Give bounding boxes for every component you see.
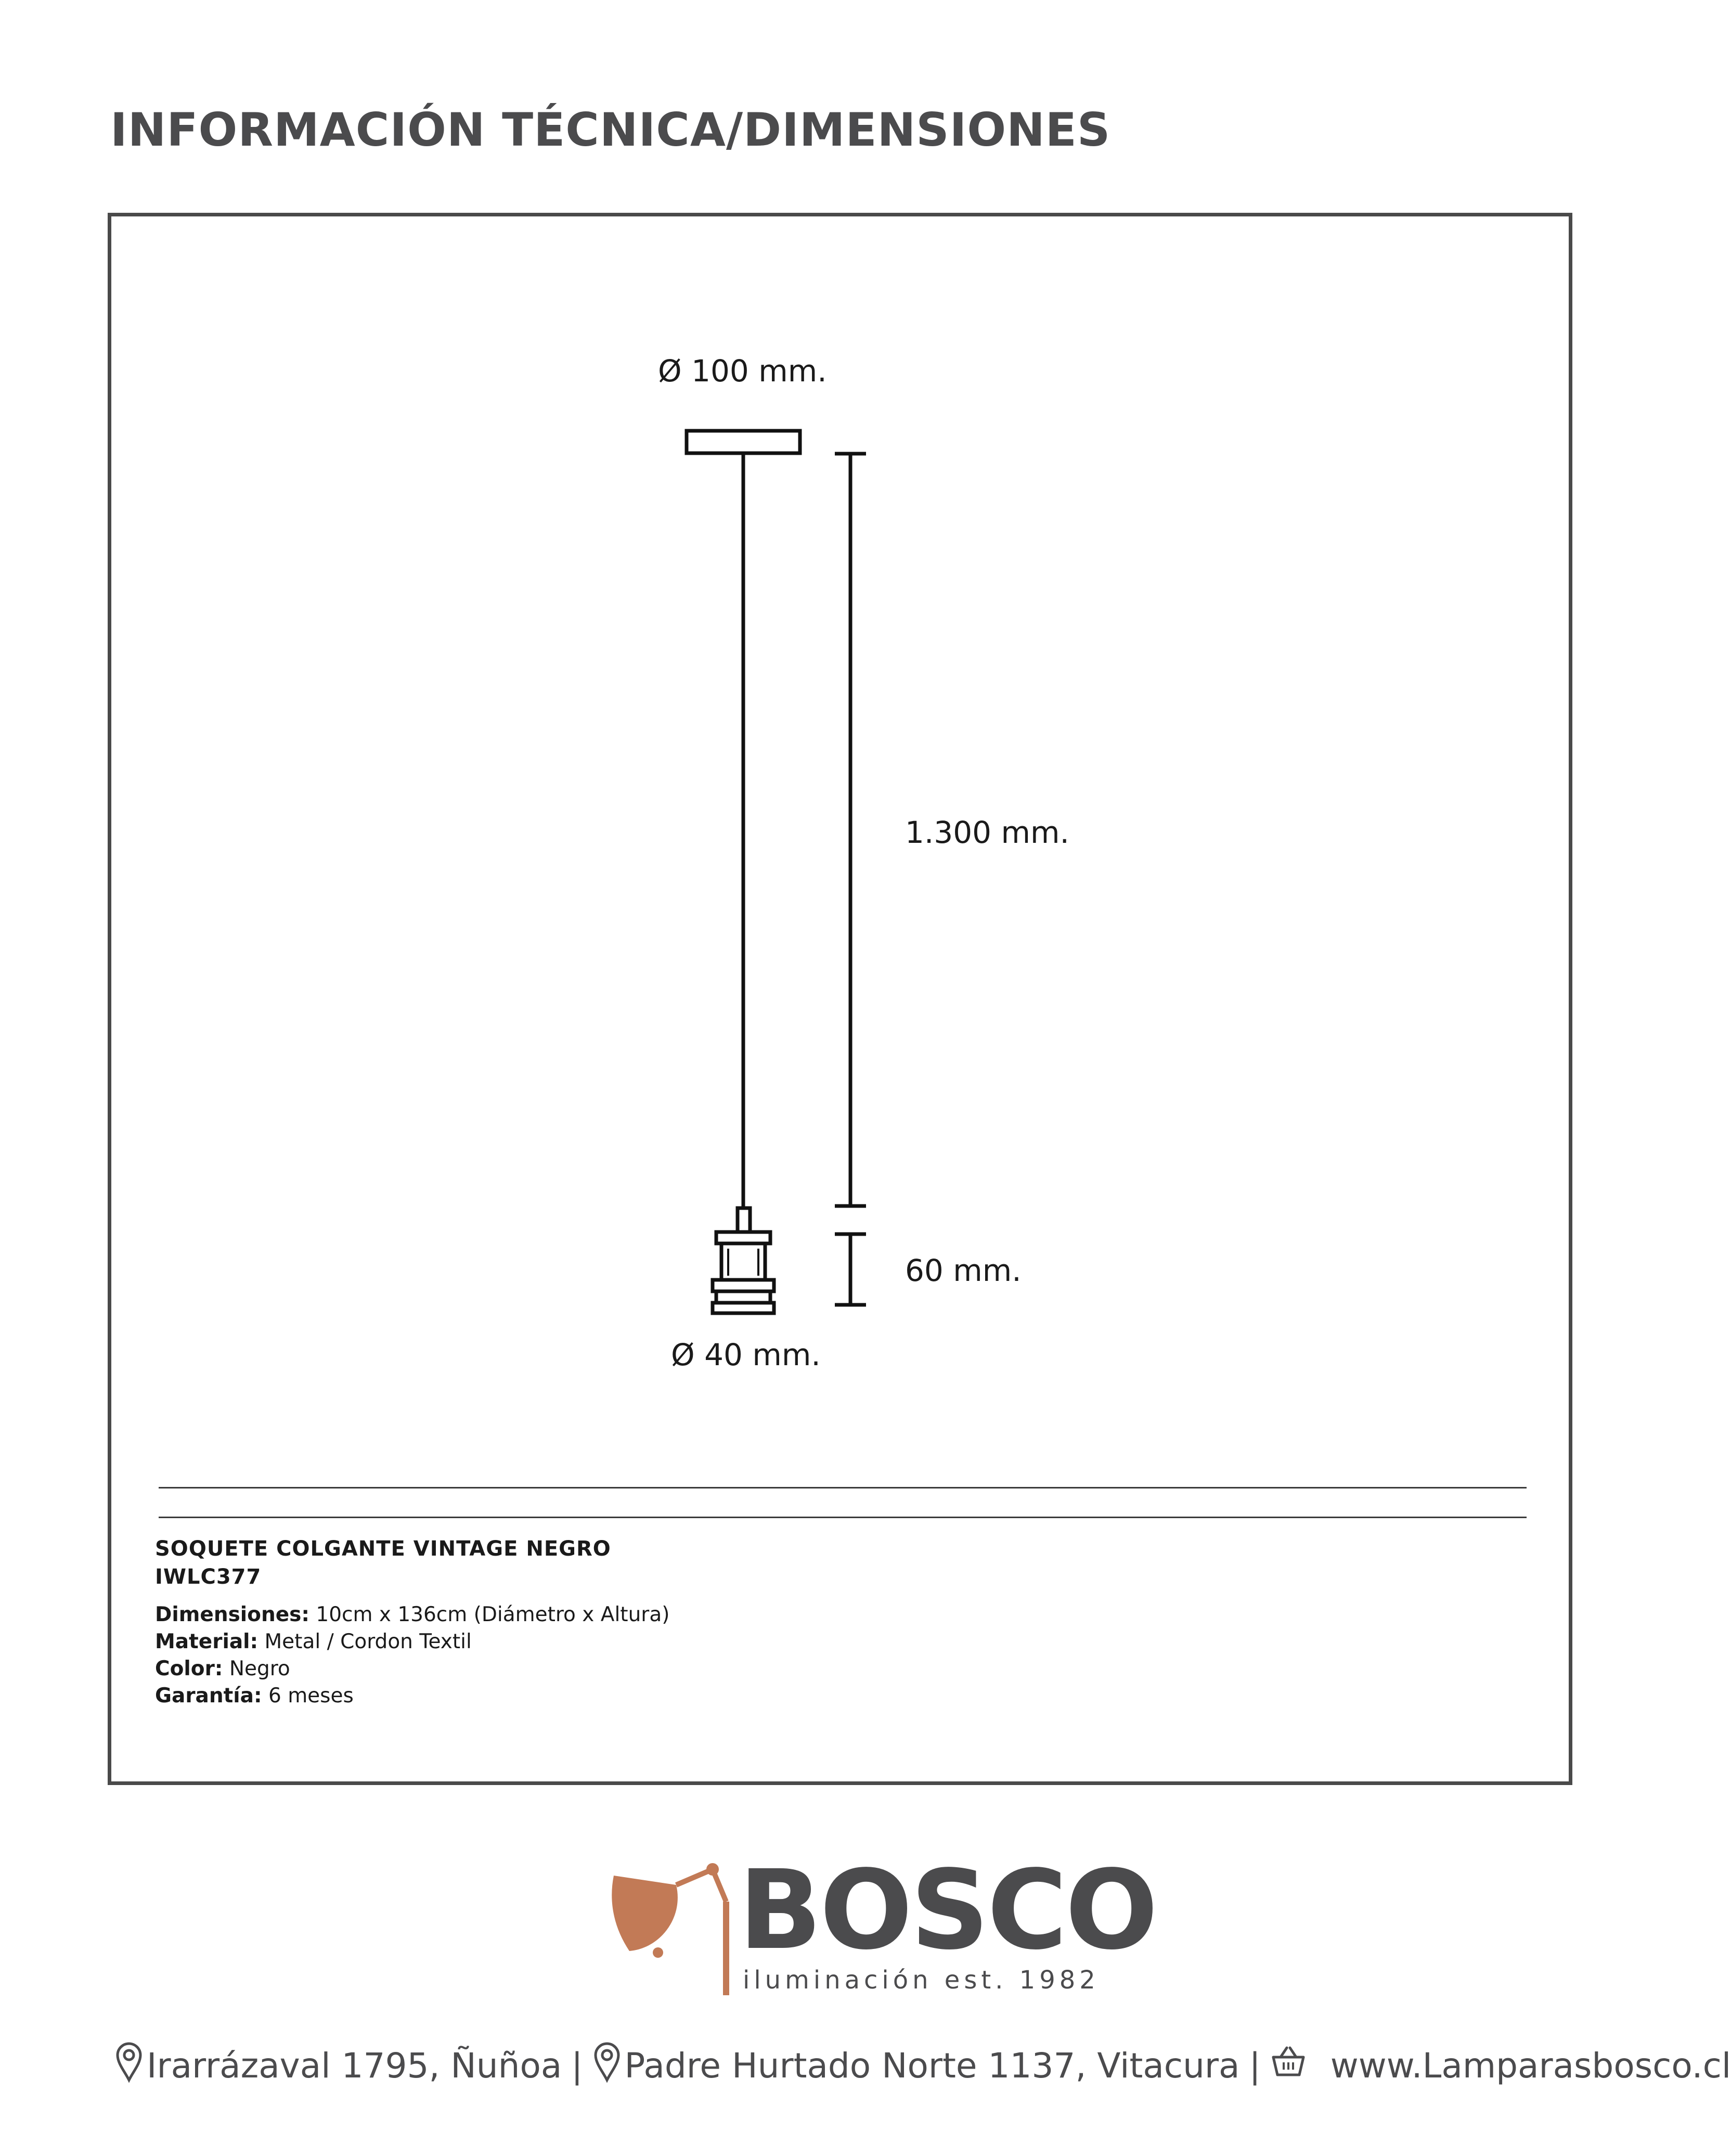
spec-row-dimensions — [155, 1601, 669, 1628]
page-title: INFORMACIÓN TÉCNICA/DIMENSIONES — [110, 103, 1111, 157]
socket-shape — [713, 1208, 774, 1313]
brand-tagline: iluminación est. 1982 — [743, 1966, 1100, 1995]
cable-length-dimension-bar — [835, 454, 866, 1206]
address-nunoa: Irarrázaval 1795, Ñuñoa — [147, 2045, 562, 2086]
shopping-basket-icon — [1270, 2045, 1307, 2086]
footer-separator: | — [1249, 2045, 1261, 2086]
brand-name: BOSCO — [739, 1846, 1156, 1974]
spec-key: Material: — [155, 1630, 259, 1653]
spec-row-color — [155, 1656, 669, 1683]
product-specs — [155, 1535, 669, 1710]
footer-contact — [114, 2039, 1731, 2091]
socket-height-label: 60 mm. — [905, 1253, 1022, 1288]
socket-height-dimension-bar — [835, 1234, 866, 1305]
address-vitacura: Padre Hurtado Norte 1137, Vitacura — [624, 2045, 1240, 2086]
product-name: SOQUETE COLGANTE VINTAGE NEGRO — [155, 1537, 611, 1561]
spec-value: 6 meses — [268, 1684, 354, 1708]
spec-key: Garantía: — [155, 1684, 262, 1708]
bosco-lamp-logo — [598, 1844, 754, 2000]
cable-length-label: 1.300 mm. — [905, 815, 1069, 850]
socket-diameter-label: Ø 40 mm. — [671, 1337, 821, 1372]
spec-value: 10cm x 136cm (Diámetro x Altura) — [316, 1603, 670, 1626]
canopy-shape — [687, 431, 800, 453]
canopy-diameter-label: Ø 100 mm. — [658, 353, 827, 389]
spec-value: Negro — [229, 1657, 290, 1680]
divider-bottom — [159, 1517, 1527, 1518]
website-link[interactable]: www.Lamparasbosco.cl — [1330, 2045, 1731, 2086]
divider-top — [159, 1487, 1527, 1488]
footer-separator: | — [571, 2045, 583, 2086]
location-pin-icon — [114, 2040, 144, 2090]
location-pin-icon — [592, 2040, 622, 2090]
spec-key: Dimensiones: — [155, 1603, 309, 1626]
spec-row-material — [155, 1628, 669, 1656]
product-code: IWLC377 — [155, 1565, 262, 1589]
spec-value: Metal / Cordon Textil — [264, 1630, 472, 1653]
spec-row-warranty — [155, 1683, 669, 1710]
spec-key: Color: — [155, 1657, 223, 1680]
